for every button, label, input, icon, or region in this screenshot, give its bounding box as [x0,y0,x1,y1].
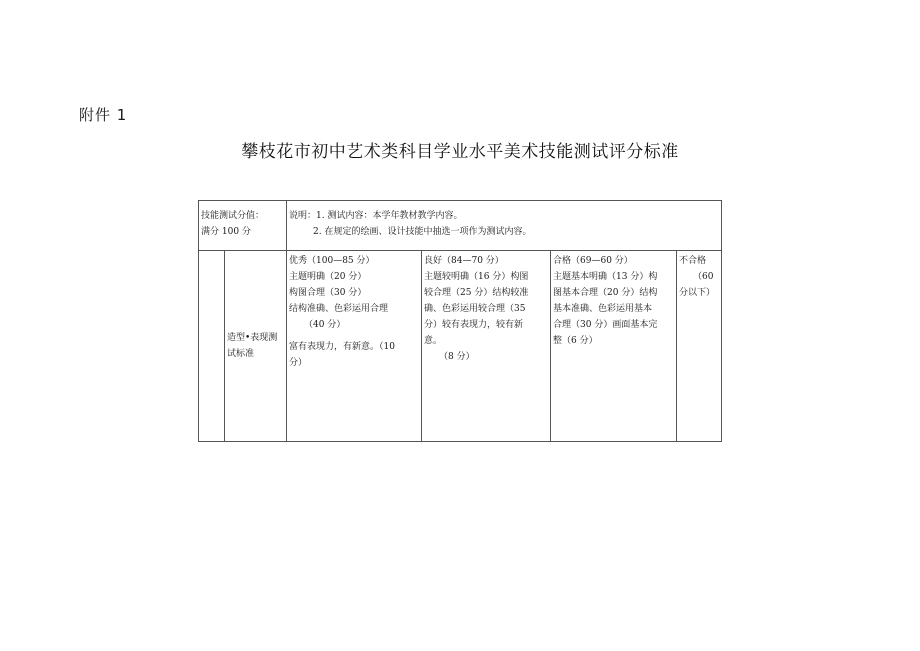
category-cell [225,251,287,442]
good-line: 确、色彩运用较合理（35 [424,304,526,314]
score-label-cell [199,201,287,251]
pass-line: 图基本合理（20 分）结构 [553,288,658,298]
good-line: 分）较有表现力，较有新 [424,320,524,330]
grade-excellent-cell [287,251,422,442]
excellent-line: 结构准确、色彩运用合理 [289,304,389,314]
page-title: 攀枝花市初中艺术类科目学业水平美术技能测试评分标准 [241,142,679,162]
grade-good-cell [422,251,551,442]
pass-line: 主题基本明确（13 分）构 [553,272,658,282]
total-score-line: 满分 100 分 [201,227,251,237]
excellent-line: （40 分） [304,320,346,330]
good-line: 主题较明确（16 分）构图 [424,272,529,282]
excellent-line: 构图合理（30 分） [289,288,367,298]
grade-fail-cell [677,251,722,442]
pass-line: 整（6 分） [553,336,598,346]
category-line-2: 试标准 [227,349,255,359]
pass-heading: 合格（69—60 分） [553,256,633,266]
good-line: 意。 [424,336,443,346]
attachment-label: 附件 1 [79,106,128,124]
excellent-line: 分） [289,358,308,368]
fail-line: （60 [693,272,714,282]
good-line: 较合理（25 分）结构较准 [424,288,529,298]
fail-line: 分以下） [679,288,716,298]
note-cell [287,201,722,251]
category-line-1: 造型•表现测 [227,333,278,343]
pass-line: 合理（30 分）画面基本完 [553,320,658,330]
note-line-2: 2. 在规定的绘画、设计技能中抽选一项作为测试内容。 [313,227,532,237]
scoring-table [198,200,722,442]
note-line-1: 说明：1. 测试内容：本学年教材教学内容。 [289,211,463,221]
excellent-heading: 优秀（100—85 分） [289,256,375,266]
good-heading: 良好（84—70 分） [424,256,504,266]
good-line: （8 分） [439,352,475,362]
excellent-line: 富有表现力，有新意。（10 [289,342,395,352]
table-header-row [199,201,722,251]
table-row [199,251,722,442]
grade-pass-cell [551,251,677,442]
fail-heading: 不合格 [679,256,707,266]
excellent-line: 主题明确（20 分） [289,272,367,282]
blank-cell [199,251,225,442]
pass-line: 基本准确、色彩运用基本 [553,304,653,314]
score-label-line: 技能测试分值： [201,211,265,221]
